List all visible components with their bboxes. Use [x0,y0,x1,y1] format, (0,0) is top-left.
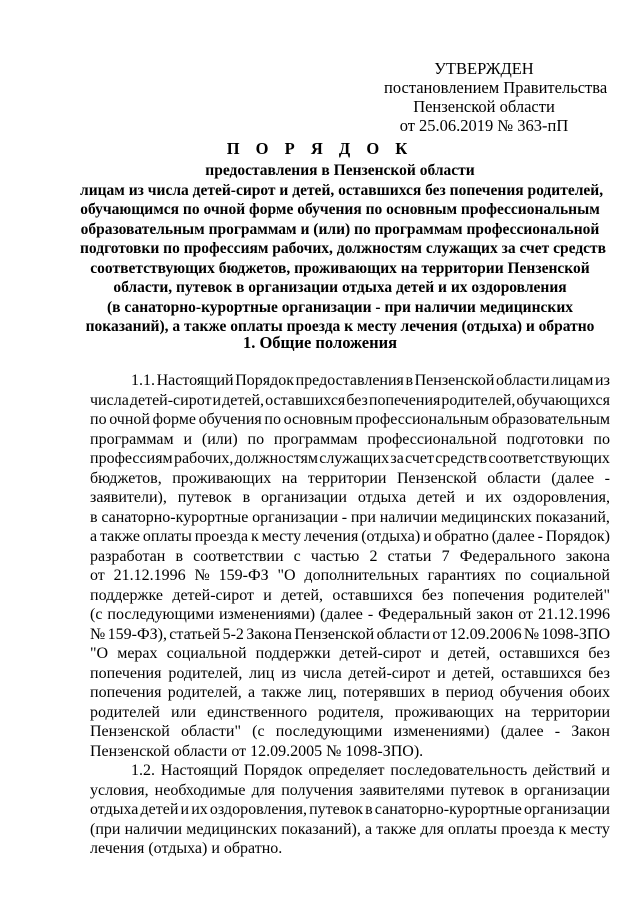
subtitle-line: показаний), а также оплаты проезда к месту лечения (отдыха) и обратно [85,318,595,335]
subtitle-line: образовательным программам и (или) по программам профессиональной [80,220,600,238]
paragraph-line: программам и (или) по программам профессиональной подготовки по [90,430,610,448]
approval-line: УТВЕРЖДЕН [434,59,534,78]
approval-line: Пензенской области [413,97,555,116]
paragraph-line: по очной форме обучения по основным профессиональным образовательным [90,411,610,428]
paragraph-line: Пензенской области от 12.09.2005 № 1098-ЗПО). [90,742,424,760]
paragraph-line: поддержке детей-сирот и детей, оставшихся без попечения родителей" [90,586,610,604]
subtitle-line: соответствующих бюджетов, проживающих на территории Пензенской [90,259,590,277]
paragraph-line: 1.2. Настоящий Порядок определяет последовательность действий и [131,762,610,779]
paragraph-line: профессиям рабочих, должностям служащих за счет средств соответствующих [90,450,610,467]
paragraph-line: родителей или единственного родителя, проживающих на территории [90,703,610,721]
paragraph [90,761,610,859]
paragraph-line: (при наличии медицинских показаний), а также для оплаты проезда к месту [90,820,610,838]
paragraph-line: от 21.12.1996 № 159-ФЗ "О дополнительных гарантиях по социальной [90,567,610,584]
paragraph-line: попечения родителей, а также лиц, потерявших в период обучения обоих [90,684,610,701]
document-subtitle [80,161,607,337]
subtitle-line: (в санаторно-курортные организации - при наличии медицинских [106,298,574,316]
paragraph-line: условия, необходимые для получения заявителями путевок в организации [90,781,610,799]
section-heading: 1. Общие положения [242,333,398,352]
subtitle-line: области, путевок в организации отдыха детей и их оздоровления [113,279,567,296]
document-title: П О Р Я Д О К [226,139,414,158]
approval-stamp [384,59,608,135]
paragraph-line: разработан в соответствии с частью 2 статьи 7 Федерального закона [90,547,610,565]
subtitle-line: лицам из числа детей-сирот и детей, оставшихся без попечения родителей, [80,181,604,199]
subtitle-line: обучающимся по очной форме обучения по основным профессиональным [80,201,600,218]
paragraph-line: лечения (отдыха) и обратно. [90,840,283,857]
paragraph-line: бюджетов, проживающих на территории Пензенской области (далее - [90,469,610,487]
paragraph-line: 1.1. Настоящий Порядок предоставления в Пензенской области лицам из [131,372,610,389]
subtitle-line: предоставления в Пензенской области [205,162,475,179]
paragraph-line: числа детей-сирот и детей, оставшихся без попечения родителей, обучающихся [90,391,610,409]
paragraph-line: в санаторно-курортные организации - при наличии медицинских показаний, [90,508,610,526]
paragraph-line: (с последующими изменениями) (далее - Федеральный закон от 21.12.1996 [90,606,610,623]
paragraph-line: попечения родителей, лиц из числа детей-сирот и детей, оставшихся без [90,664,610,682]
approval-line: постановлением Правительства [384,78,608,97]
paragraph-line: отдыха детей и их оздоровления, путевок в санаторно-курортные организации [90,801,610,818]
approval-line: от 25.06.2019 № 363-пП [399,116,569,135]
paragraph-line: заявители), путевок в организации отдыха детей и их оздоровления, [90,489,610,506]
paragraph-line: Пензенской области" (с последующими изменениями) (далее - Закон [90,723,610,740]
paragraph-line: "О мерах социальной поддержки детей-сирот и детей, оставшихся без [90,645,610,662]
paragraph-line: а также оплаты проезда к месту лечения (отдыха) и обратно (далее - Порядок) [90,528,610,545]
subtitle-line: подготовки по профессиям рабочих, должностям служащих за счет средств [80,240,607,257]
paragraph-line: № 159-ФЗ), статьей 5-2 Закона Пензенской области от 12.09.2006 № 1098-ЗПО [90,625,610,643]
paragraph [90,371,610,761]
body-text [90,371,610,859]
